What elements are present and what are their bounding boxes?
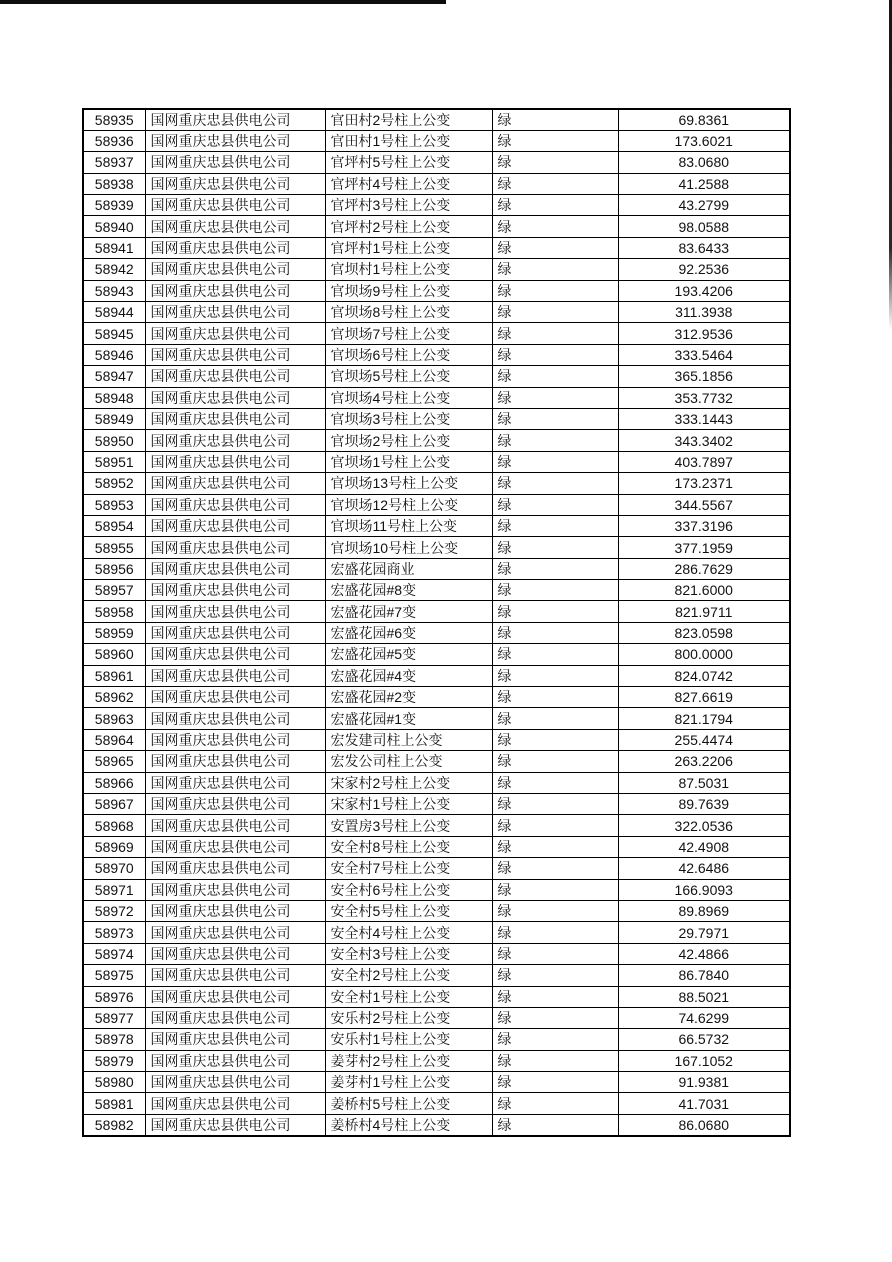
cell-company: 国网重庆忠县供电公司 bbox=[145, 1029, 325, 1050]
cell-id: 58971 bbox=[83, 879, 145, 900]
cell-transformer-name: 宏盛花园商业 bbox=[325, 558, 492, 579]
table-row bbox=[83, 237, 790, 258]
cell-company: 国网重庆忠县供电公司 bbox=[145, 109, 325, 130]
cell-company: 国网重庆忠县供电公司 bbox=[145, 473, 325, 494]
cell-status: 绿 bbox=[492, 1007, 618, 1028]
table-row bbox=[83, 965, 790, 986]
cell-status: 绿 bbox=[492, 195, 618, 216]
cell-company: 国网重庆忠县供电公司 bbox=[145, 494, 325, 515]
cell-company: 国网重庆忠县供电公司 bbox=[145, 558, 325, 579]
table-row bbox=[83, 408, 790, 429]
cell-value: 89.8969 bbox=[618, 900, 790, 921]
cell-status: 绿 bbox=[492, 772, 618, 793]
cell-status: 绿 bbox=[492, 430, 618, 451]
cell-value: 41.2588 bbox=[618, 173, 790, 194]
cell-transformer-name: 官坝场13号柱上公变 bbox=[325, 473, 492, 494]
cell-transformer-name: 宋家村1号柱上公变 bbox=[325, 794, 492, 815]
cell-value: 337.3196 bbox=[618, 515, 790, 536]
cell-transformer-name: 安置房3号柱上公变 bbox=[325, 815, 492, 836]
cell-id: 58954 bbox=[83, 515, 145, 536]
table-row bbox=[83, 473, 790, 494]
cell-transformer-name: 姜桥村5号柱上公变 bbox=[325, 1093, 492, 1114]
cell-status: 绿 bbox=[492, 451, 618, 472]
table-row bbox=[83, 1114, 790, 1135]
cell-transformer-name: 官坪村2号柱上公变 bbox=[325, 216, 492, 237]
cell-transformer-name: 官坪村4号柱上公变 bbox=[325, 173, 492, 194]
table-row bbox=[83, 1029, 790, 1050]
cell-status: 绿 bbox=[492, 815, 618, 836]
cell-id: 58944 bbox=[83, 302, 145, 323]
cell-transformer-name: 安全村6号柱上公变 bbox=[325, 879, 492, 900]
cell-id: 58952 bbox=[83, 473, 145, 494]
cell-id: 58958 bbox=[83, 601, 145, 622]
table-row bbox=[83, 665, 790, 686]
table-row bbox=[83, 515, 790, 536]
cell-status: 绿 bbox=[492, 622, 618, 643]
cell-transformer-name: 宏盛花园#7变 bbox=[325, 601, 492, 622]
cell-value: 263.2206 bbox=[618, 751, 790, 772]
cell-value: 86.0680 bbox=[618, 1114, 790, 1135]
cell-value: 286.7629 bbox=[618, 558, 790, 579]
cell-value: 311.3938 bbox=[618, 302, 790, 323]
cell-id: 58946 bbox=[83, 344, 145, 365]
cell-value: 29.7971 bbox=[618, 922, 790, 943]
cell-value: 403.7897 bbox=[618, 451, 790, 472]
cell-id: 58947 bbox=[83, 366, 145, 387]
cell-company: 国网重庆忠县供电公司 bbox=[145, 216, 325, 237]
cell-status: 绿 bbox=[492, 130, 618, 151]
cell-value: 66.5732 bbox=[618, 1029, 790, 1050]
table-row bbox=[83, 708, 790, 729]
cell-transformer-name: 官坝场6号柱上公变 bbox=[325, 344, 492, 365]
table-row bbox=[83, 152, 790, 173]
cell-company: 国网重庆忠县供电公司 bbox=[145, 772, 325, 793]
cell-value: 353.7732 bbox=[618, 387, 790, 408]
cell-status: 绿 bbox=[492, 387, 618, 408]
cell-id: 58938 bbox=[83, 173, 145, 194]
cell-transformer-name: 姜芽村1号柱上公变 bbox=[325, 1072, 492, 1093]
cell-transformer-name: 官坝场12号柱上公变 bbox=[325, 494, 492, 515]
transformer-load-table bbox=[82, 108, 791, 1137]
cell-value: 824.0742 bbox=[618, 665, 790, 686]
cell-company: 国网重庆忠县供电公司 bbox=[145, 708, 325, 729]
cell-company: 国网重庆忠县供电公司 bbox=[145, 601, 325, 622]
cell-status: 绿 bbox=[492, 1072, 618, 1093]
table-row bbox=[83, 558, 790, 579]
table-row bbox=[83, 943, 790, 964]
cell-value: 821.9711 bbox=[618, 601, 790, 622]
cell-company: 国网重庆忠县供电公司 bbox=[145, 1072, 325, 1093]
cell-transformer-name: 姜桥村4号柱上公变 bbox=[325, 1114, 492, 1135]
cell-transformer-name: 官坪村1号柱上公变 bbox=[325, 237, 492, 258]
table-row bbox=[83, 130, 790, 151]
cell-company: 国网重庆忠县供电公司 bbox=[145, 280, 325, 301]
cell-company: 国网重庆忠县供电公司 bbox=[145, 195, 325, 216]
cell-company: 国网重庆忠县供电公司 bbox=[145, 537, 325, 558]
cell-transformer-name: 官田村2号柱上公变 bbox=[325, 109, 492, 130]
cell-value: 83.6433 bbox=[618, 237, 790, 258]
cell-company: 国网重庆忠县供电公司 bbox=[145, 344, 325, 365]
cell-value: 333.1443 bbox=[618, 408, 790, 429]
table-row bbox=[83, 173, 790, 194]
cell-value: 87.5031 bbox=[618, 772, 790, 793]
cell-id: 58982 bbox=[83, 1114, 145, 1135]
cell-status: 绿 bbox=[492, 794, 618, 815]
cell-transformer-name: 宏发建司柱上公变 bbox=[325, 729, 492, 750]
cell-company: 国网重庆忠县供电公司 bbox=[145, 665, 325, 686]
cell-transformer-name: 安全村3号柱上公变 bbox=[325, 943, 492, 964]
cell-transformer-name: 官坝场7号柱上公变 bbox=[325, 323, 492, 344]
table-row bbox=[83, 494, 790, 515]
cell-transformer-name: 宏盛花园#1变 bbox=[325, 708, 492, 729]
cell-value: 98.0588 bbox=[618, 216, 790, 237]
table-row bbox=[83, 344, 790, 365]
cell-id: 58960 bbox=[83, 644, 145, 665]
cell-status: 绿 bbox=[492, 922, 618, 943]
cell-id: 58977 bbox=[83, 1007, 145, 1028]
table-row bbox=[83, 836, 790, 857]
cell-status: 绿 bbox=[492, 173, 618, 194]
cell-status: 绿 bbox=[492, 302, 618, 323]
cell-company: 国网重庆忠县供电公司 bbox=[145, 943, 325, 964]
table-row bbox=[83, 922, 790, 943]
cell-value: 312.9536 bbox=[618, 323, 790, 344]
cell-status: 绿 bbox=[492, 708, 618, 729]
cell-value: 41.7031 bbox=[618, 1093, 790, 1114]
cell-id: 58966 bbox=[83, 772, 145, 793]
cell-transformer-name: 宏盛花园#5变 bbox=[325, 644, 492, 665]
cell-value: 166.9093 bbox=[618, 879, 790, 900]
cell-id: 58967 bbox=[83, 794, 145, 815]
cell-value: 365.1856 bbox=[618, 366, 790, 387]
cell-status: 绿 bbox=[492, 323, 618, 344]
cell-company: 国网重庆忠县供电公司 bbox=[145, 1050, 325, 1071]
table-row bbox=[83, 195, 790, 216]
cell-transformer-name: 安全村2号柱上公变 bbox=[325, 965, 492, 986]
cell-status: 绿 bbox=[492, 152, 618, 173]
cell-transformer-name: 官田村1号柱上公变 bbox=[325, 130, 492, 151]
cell-value: 74.6299 bbox=[618, 1007, 790, 1028]
cell-status: 绿 bbox=[492, 986, 618, 1007]
table-row bbox=[83, 216, 790, 237]
cell-id: 58955 bbox=[83, 537, 145, 558]
table-row bbox=[83, 751, 790, 772]
cell-company: 国网重庆忠县供电公司 bbox=[145, 900, 325, 921]
cell-company: 国网重庆忠县供电公司 bbox=[145, 515, 325, 536]
cell-company: 国网重庆忠县供电公司 bbox=[145, 237, 325, 258]
cell-transformer-name: 安全村4号柱上公变 bbox=[325, 922, 492, 943]
cell-status: 绿 bbox=[492, 473, 618, 494]
cell-id: 58939 bbox=[83, 195, 145, 216]
table-row bbox=[83, 879, 790, 900]
cell-value: 42.4908 bbox=[618, 836, 790, 857]
cell-id: 58974 bbox=[83, 943, 145, 964]
table-row bbox=[83, 729, 790, 750]
cell-transformer-name: 官坝场11号柱上公变 bbox=[325, 515, 492, 536]
cell-id: 58949 bbox=[83, 408, 145, 429]
cell-transformer-name: 宏发公司柱上公变 bbox=[325, 751, 492, 772]
cell-id: 58935 bbox=[83, 109, 145, 130]
cell-value: 322.0536 bbox=[618, 815, 790, 836]
cell-status: 绿 bbox=[492, 580, 618, 601]
cell-status: 绿 bbox=[492, 644, 618, 665]
cell-value: 83.0680 bbox=[618, 152, 790, 173]
cell-company: 国网重庆忠县供电公司 bbox=[145, 986, 325, 1007]
cell-company: 国网重庆忠县供电公司 bbox=[145, 794, 325, 815]
cell-company: 国网重庆忠县供电公司 bbox=[145, 858, 325, 879]
cell-transformer-name: 官坝村1号柱上公变 bbox=[325, 259, 492, 280]
cell-id: 58963 bbox=[83, 708, 145, 729]
cell-company: 国网重庆忠县供电公司 bbox=[145, 451, 325, 472]
table-row bbox=[83, 302, 790, 323]
cell-company: 国网重庆忠县供电公司 bbox=[145, 1114, 325, 1135]
cell-value: 377.1959 bbox=[618, 537, 790, 558]
cell-status: 绿 bbox=[492, 558, 618, 579]
cell-status: 绿 bbox=[492, 879, 618, 900]
cell-company: 国网重庆忠县供电公司 bbox=[145, 622, 325, 643]
cell-value: 173.2371 bbox=[618, 473, 790, 494]
cell-id: 58976 bbox=[83, 986, 145, 1007]
cell-value: 343.3402 bbox=[618, 430, 790, 451]
table-row bbox=[83, 858, 790, 879]
cell-company: 国网重庆忠县供电公司 bbox=[145, 965, 325, 986]
cell-id: 58936 bbox=[83, 130, 145, 151]
cell-id: 58973 bbox=[83, 922, 145, 943]
cell-company: 国网重庆忠县供电公司 bbox=[145, 729, 325, 750]
cell-transformer-name: 安全村5号柱上公变 bbox=[325, 900, 492, 921]
cell-transformer-name: 安全村7号柱上公变 bbox=[325, 858, 492, 879]
cell-status: 绿 bbox=[492, 1114, 618, 1135]
cell-status: 绿 bbox=[492, 237, 618, 258]
cell-status: 绿 bbox=[492, 1029, 618, 1050]
cell-transformer-name: 官坝场10号柱上公变 bbox=[325, 537, 492, 558]
scan-artifact-top-bar bbox=[0, 0, 446, 4]
table-row bbox=[83, 900, 790, 921]
table-row bbox=[83, 687, 790, 708]
cell-transformer-name: 宏盛花园#2变 bbox=[325, 687, 492, 708]
cell-id: 58975 bbox=[83, 965, 145, 986]
cell-transformer-name: 官坝场5号柱上公变 bbox=[325, 366, 492, 387]
cell-id: 58950 bbox=[83, 430, 145, 451]
cell-id: 58951 bbox=[83, 451, 145, 472]
table-row bbox=[83, 430, 790, 451]
cell-status: 绿 bbox=[492, 943, 618, 964]
cell-company: 国网重庆忠县供电公司 bbox=[145, 323, 325, 344]
cell-status: 绿 bbox=[492, 344, 618, 365]
cell-status: 绿 bbox=[492, 408, 618, 429]
cell-value: 193.4206 bbox=[618, 280, 790, 301]
cell-value: 821.6000 bbox=[618, 580, 790, 601]
cell-transformer-name: 官坪村3号柱上公变 bbox=[325, 195, 492, 216]
cell-id: 58978 bbox=[83, 1029, 145, 1050]
cell-company: 国网重庆忠县供电公司 bbox=[145, 580, 325, 601]
table-row bbox=[83, 644, 790, 665]
cell-value: 344.5567 bbox=[618, 494, 790, 515]
table-row bbox=[83, 537, 790, 558]
cell-company: 国网重庆忠县供电公司 bbox=[145, 387, 325, 408]
cell-status: 绿 bbox=[492, 729, 618, 750]
cell-transformer-name: 安全村1号柱上公变 bbox=[325, 986, 492, 1007]
cell-status: 绿 bbox=[492, 1093, 618, 1114]
table-row bbox=[83, 580, 790, 601]
cell-value: 91.9381 bbox=[618, 1072, 790, 1093]
cell-value: 821.1794 bbox=[618, 708, 790, 729]
cell-transformer-name: 宏盛花园#4变 bbox=[325, 665, 492, 686]
cell-company: 国网重庆忠县供电公司 bbox=[145, 687, 325, 708]
cell-company: 国网重庆忠县供电公司 bbox=[145, 152, 325, 173]
table-row bbox=[83, 622, 790, 643]
table-row bbox=[83, 387, 790, 408]
table-row bbox=[83, 815, 790, 836]
cell-transformer-name: 安乐村1号柱上公变 bbox=[325, 1029, 492, 1050]
cell-id: 58942 bbox=[83, 259, 145, 280]
cell-status: 绿 bbox=[492, 366, 618, 387]
cell-value: 167.1052 bbox=[618, 1050, 790, 1071]
table-row bbox=[83, 366, 790, 387]
cell-id: 58940 bbox=[83, 216, 145, 237]
cell-transformer-name: 官坝场1号柱上公变 bbox=[325, 451, 492, 472]
cell-id: 58957 bbox=[83, 580, 145, 601]
cell-company: 国网重庆忠县供电公司 bbox=[145, 751, 325, 772]
cell-id: 58941 bbox=[83, 237, 145, 258]
cell-status: 绿 bbox=[492, 601, 618, 622]
cell-id: 58980 bbox=[83, 1072, 145, 1093]
cell-id: 58979 bbox=[83, 1050, 145, 1071]
cell-status: 绿 bbox=[492, 665, 618, 686]
cell-status: 绿 bbox=[492, 900, 618, 921]
cell-status: 绿 bbox=[492, 216, 618, 237]
cell-id: 58956 bbox=[83, 558, 145, 579]
cell-value: 89.7639 bbox=[618, 794, 790, 815]
cell-company: 国网重庆忠县供电公司 bbox=[145, 430, 325, 451]
cell-value: 800.0000 bbox=[618, 644, 790, 665]
cell-transformer-name: 安全村8号柱上公变 bbox=[325, 836, 492, 857]
cell-status: 绿 bbox=[492, 280, 618, 301]
cell-company: 国网重庆忠县供电公司 bbox=[145, 1093, 325, 1114]
cell-id: 58959 bbox=[83, 622, 145, 643]
cell-company: 国网重庆忠县供电公司 bbox=[145, 259, 325, 280]
table-body bbox=[83, 109, 790, 1136]
cell-id: 58981 bbox=[83, 1093, 145, 1114]
cell-id: 58965 bbox=[83, 751, 145, 772]
cell-id: 58969 bbox=[83, 836, 145, 857]
table-row bbox=[83, 1007, 790, 1028]
cell-id: 58943 bbox=[83, 280, 145, 301]
cell-transformer-name: 官坪村5号柱上公变 bbox=[325, 152, 492, 173]
cell-id: 58937 bbox=[83, 152, 145, 173]
cell-status: 绿 bbox=[492, 1050, 618, 1071]
cell-transformer-name: 安乐村2号柱上公变 bbox=[325, 1007, 492, 1028]
cell-status: 绿 bbox=[492, 965, 618, 986]
cell-id: 58964 bbox=[83, 729, 145, 750]
cell-value: 255.4474 bbox=[618, 729, 790, 750]
cell-value: 42.4866 bbox=[618, 943, 790, 964]
cell-status: 绿 bbox=[492, 515, 618, 536]
table-row bbox=[83, 1072, 790, 1093]
table-row bbox=[83, 259, 790, 280]
cell-status: 绿 bbox=[492, 494, 618, 515]
cell-value: 43.2799 bbox=[618, 195, 790, 216]
cell-value: 86.7840 bbox=[618, 965, 790, 986]
cell-value: 823.0598 bbox=[618, 622, 790, 643]
table-row bbox=[83, 1093, 790, 1114]
cell-value: 88.5021 bbox=[618, 986, 790, 1007]
table-row bbox=[83, 772, 790, 793]
cell-value: 42.6486 bbox=[618, 858, 790, 879]
cell-transformer-name: 官坝场2号柱上公变 bbox=[325, 430, 492, 451]
cell-company: 国网重庆忠县供电公司 bbox=[145, 836, 325, 857]
cell-company: 国网重庆忠县供电公司 bbox=[145, 130, 325, 151]
cell-company: 国网重庆忠县供电公司 bbox=[145, 644, 325, 665]
table-row bbox=[83, 280, 790, 301]
table-row bbox=[83, 323, 790, 344]
cell-value: 173.6021 bbox=[618, 130, 790, 151]
cell-company: 国网重庆忠县供电公司 bbox=[145, 366, 325, 387]
cell-id: 58948 bbox=[83, 387, 145, 408]
cell-id: 58962 bbox=[83, 687, 145, 708]
cell-status: 绿 bbox=[492, 259, 618, 280]
cell-status: 绿 bbox=[492, 109, 618, 130]
cell-status: 绿 bbox=[492, 858, 618, 879]
cell-status: 绿 bbox=[492, 751, 618, 772]
table-row bbox=[83, 109, 790, 130]
table-row bbox=[83, 986, 790, 1007]
cell-transformer-name: 宏盛花园#6变 bbox=[325, 622, 492, 643]
cell-value: 827.6619 bbox=[618, 687, 790, 708]
table-row bbox=[83, 794, 790, 815]
table-row bbox=[83, 451, 790, 472]
cell-status: 绿 bbox=[492, 836, 618, 857]
cell-transformer-name: 官坝场4号柱上公变 bbox=[325, 387, 492, 408]
cell-transformer-name: 宋家村2号柱上公变 bbox=[325, 772, 492, 793]
table-row bbox=[83, 601, 790, 622]
cell-id: 58968 bbox=[83, 815, 145, 836]
table-row bbox=[83, 1050, 790, 1071]
cell-id: 58970 bbox=[83, 858, 145, 879]
cell-id: 58945 bbox=[83, 323, 145, 344]
cell-company: 国网重庆忠县供电公司 bbox=[145, 1007, 325, 1028]
cell-transformer-name: 宏盛花园#8变 bbox=[325, 580, 492, 601]
cell-status: 绿 bbox=[492, 537, 618, 558]
cell-company: 国网重庆忠县供电公司 bbox=[145, 408, 325, 429]
cell-id: 58953 bbox=[83, 494, 145, 515]
cell-value: 69.8361 bbox=[618, 109, 790, 130]
cell-company: 国网重庆忠县供电公司 bbox=[145, 815, 325, 836]
cell-value: 92.2536 bbox=[618, 259, 790, 280]
cell-status: 绿 bbox=[492, 687, 618, 708]
cell-company: 国网重庆忠县供电公司 bbox=[145, 302, 325, 323]
cell-transformer-name: 官坝场3号柱上公变 bbox=[325, 408, 492, 429]
cell-transformer-name: 官坝场8号柱上公变 bbox=[325, 302, 492, 323]
cell-transformer-name: 姜芽村2号柱上公变 bbox=[325, 1050, 492, 1071]
cell-company: 国网重庆忠县供电公司 bbox=[145, 922, 325, 943]
cell-company: 国网重庆忠县供电公司 bbox=[145, 173, 325, 194]
cell-id: 58972 bbox=[83, 900, 145, 921]
cell-company: 国网重庆忠县供电公司 bbox=[145, 879, 325, 900]
cell-transformer-name: 官坝场9号柱上公变 bbox=[325, 280, 492, 301]
cell-value: 333.5464 bbox=[618, 344, 790, 365]
cell-id: 58961 bbox=[83, 665, 145, 686]
